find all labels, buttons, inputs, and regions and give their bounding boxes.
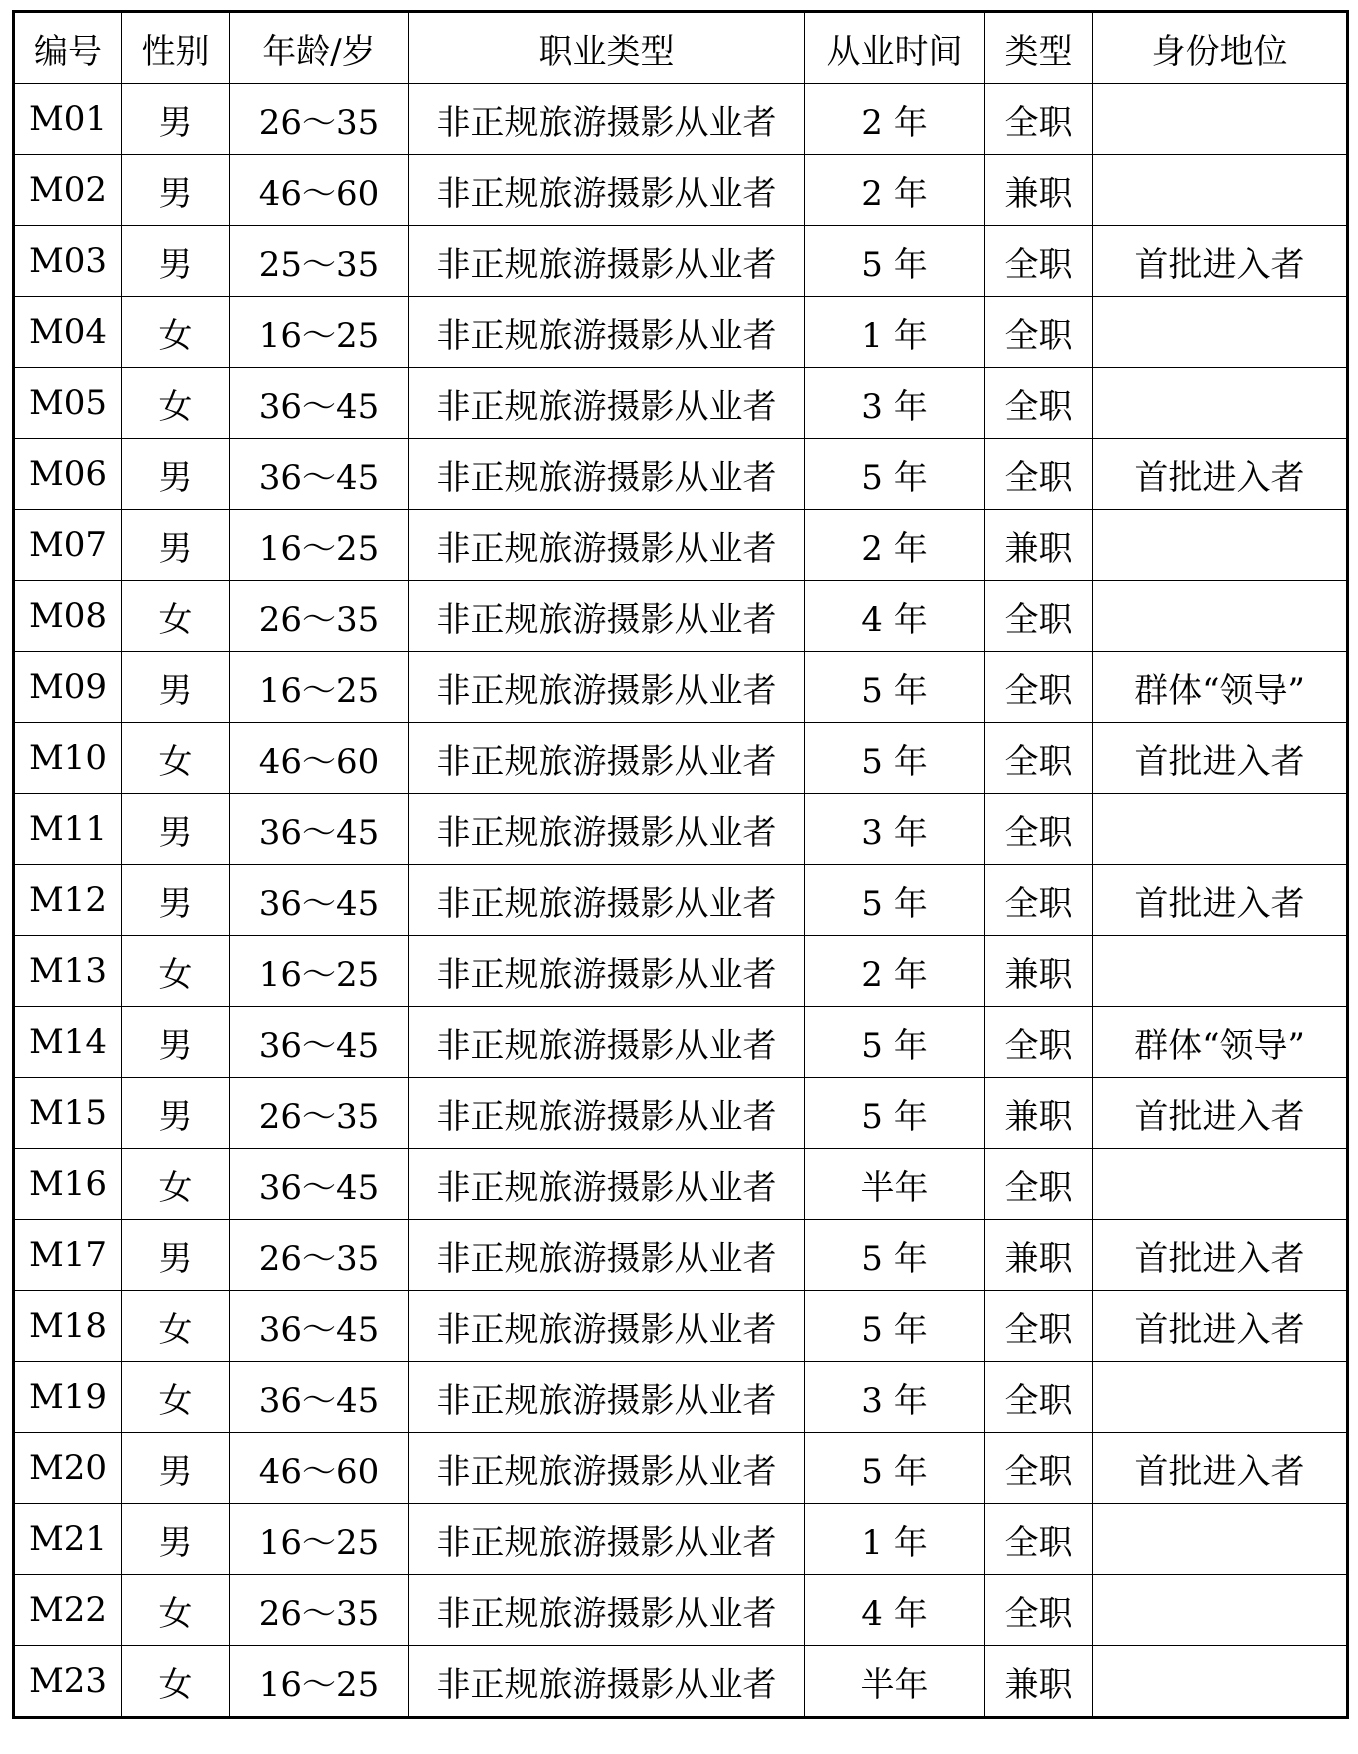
cell-gender: 女	[122, 723, 230, 794]
header-id: 编号	[14, 12, 122, 84]
cell-occupation: 非正规旅游摄影从业者	[409, 1007, 805, 1078]
cell-occupation: 非正规旅游摄影从业者	[409, 1646, 805, 1718]
cell-gender: 女	[122, 297, 230, 368]
cell-age: 16～25	[230, 297, 409, 368]
cell-occupation: 非正规旅游摄影从业者	[409, 794, 805, 865]
cell-status: 首批进入者	[1093, 865, 1348, 936]
cell-status: 群体“领导”	[1093, 1007, 1348, 1078]
cell-age: 36～45	[230, 1362, 409, 1433]
cell-years: 半年	[805, 1149, 985, 1220]
cell-type: 全职	[985, 581, 1093, 652]
cell-occupation: 非正规旅游摄影从业者	[409, 510, 805, 581]
table-row	[14, 1220, 1348, 1291]
cell-type: 兼职	[985, 1220, 1093, 1291]
cell-gender: 女	[122, 368, 230, 439]
cell-age: 36～45	[230, 1291, 409, 1362]
cell-type: 兼职	[985, 510, 1093, 581]
table-row	[14, 226, 1348, 297]
cell-id: M16	[14, 1149, 122, 1220]
cell-years: 3 年	[805, 794, 985, 865]
cell-years: 5 年	[805, 865, 985, 936]
cell-status	[1093, 1504, 1348, 1575]
cell-type: 兼职	[985, 936, 1093, 1007]
cell-age: 36～45	[230, 1149, 409, 1220]
cell-occupation: 非正规旅游摄影从业者	[409, 297, 805, 368]
table-row	[14, 581, 1348, 652]
cell-gender: 男	[122, 652, 230, 723]
cell-id: M17	[14, 1220, 122, 1291]
table-row	[14, 1078, 1348, 1149]
cell-age: 16～25	[230, 510, 409, 581]
table-row	[14, 794, 1348, 865]
cell-status	[1093, 155, 1348, 226]
cell-status: 首批进入者	[1093, 1291, 1348, 1362]
cell-type: 全职	[985, 865, 1093, 936]
cell-status	[1093, 1362, 1348, 1433]
cell-type: 全职	[985, 1433, 1093, 1504]
header-years: 从业时间	[805, 12, 985, 84]
cell-age: 26～35	[230, 581, 409, 652]
cell-occupation: 非正规旅游摄影从业者	[409, 652, 805, 723]
cell-type: 兼职	[985, 1078, 1093, 1149]
cell-gender: 男	[122, 226, 230, 297]
cell-type: 全职	[985, 1575, 1093, 1646]
cell-type: 全职	[985, 368, 1093, 439]
cell-type: 全职	[985, 1149, 1093, 1220]
cell-type: 全职	[985, 439, 1093, 510]
cell-gender: 女	[122, 1646, 230, 1718]
cell-occupation: 非正规旅游摄影从业者	[409, 723, 805, 794]
cell-id: M11	[14, 794, 122, 865]
table-row	[14, 155, 1348, 226]
header-gender: 性别	[122, 12, 230, 84]
cell-type: 全职	[985, 723, 1093, 794]
cell-id: M05	[14, 368, 122, 439]
cell-type: 全职	[985, 297, 1093, 368]
cell-years: 5 年	[805, 652, 985, 723]
cell-age: 36～45	[230, 1007, 409, 1078]
cell-age: 16～25	[230, 1646, 409, 1718]
cell-status: 首批进入者	[1093, 439, 1348, 510]
cell-type: 全职	[985, 1007, 1093, 1078]
cell-gender: 女	[122, 936, 230, 1007]
cell-id: M18	[14, 1291, 122, 1362]
cell-occupation: 非正规旅游摄影从业者	[409, 155, 805, 226]
cell-age: 26～35	[230, 1575, 409, 1646]
cell-id: M01	[14, 84, 122, 155]
cell-type: 全职	[985, 652, 1093, 723]
cell-gender: 男	[122, 1220, 230, 1291]
cell-occupation: 非正规旅游摄影从业者	[409, 581, 805, 652]
cell-type: 全职	[985, 84, 1093, 155]
cell-occupation: 非正规旅游摄影从业者	[409, 1220, 805, 1291]
cell-occupation: 非正规旅游摄影从业者	[409, 84, 805, 155]
cell-occupation: 非正规旅游摄影从业者	[409, 368, 805, 439]
table-row	[14, 297, 1348, 368]
cell-status: 首批进入者	[1093, 1220, 1348, 1291]
cell-years: 5 年	[805, 1291, 985, 1362]
cell-id: M14	[14, 1007, 122, 1078]
cell-gender: 男	[122, 1078, 230, 1149]
cell-age: 25～35	[230, 226, 409, 297]
cell-id: M13	[14, 936, 122, 1007]
table-row	[14, 1575, 1348, 1646]
cell-type: 全职	[985, 1504, 1093, 1575]
cell-age: 26～35	[230, 1220, 409, 1291]
cell-status	[1093, 581, 1348, 652]
table-row	[14, 1149, 1348, 1220]
cell-years: 5 年	[805, 1220, 985, 1291]
cell-type: 全职	[985, 794, 1093, 865]
cell-status	[1093, 1646, 1348, 1718]
cell-status	[1093, 510, 1348, 581]
cell-gender: 男	[122, 1504, 230, 1575]
cell-type: 全职	[985, 1291, 1093, 1362]
cell-years: 2 年	[805, 155, 985, 226]
cell-status	[1093, 1575, 1348, 1646]
table-row	[14, 1504, 1348, 1575]
cell-gender: 女	[122, 1362, 230, 1433]
table-row	[14, 865, 1348, 936]
table-row	[14, 723, 1348, 794]
table-row	[14, 1433, 1348, 1504]
cell-status	[1093, 1149, 1348, 1220]
cell-id: M10	[14, 723, 122, 794]
cell-id: M12	[14, 865, 122, 936]
cell-id: M07	[14, 510, 122, 581]
cell-id: M22	[14, 1575, 122, 1646]
cell-gender: 男	[122, 155, 230, 226]
cell-occupation: 非正规旅游摄影从业者	[409, 226, 805, 297]
header-age: 年龄/岁	[230, 12, 409, 84]
cell-occupation: 非正规旅游摄影从业者	[409, 1575, 805, 1646]
cell-id: M09	[14, 652, 122, 723]
cell-status	[1093, 297, 1348, 368]
cell-status: 群体“领导”	[1093, 652, 1348, 723]
cell-years: 5 年	[805, 723, 985, 794]
cell-age: 16～25	[230, 936, 409, 1007]
table-row	[14, 84, 1348, 155]
cell-occupation: 非正规旅游摄影从业者	[409, 439, 805, 510]
cell-occupation: 非正规旅游摄影从业者	[409, 1504, 805, 1575]
table-row	[14, 1646, 1348, 1718]
cell-years: 5 年	[805, 439, 985, 510]
header-row	[14, 12, 1348, 84]
cell-age: 36～45	[230, 865, 409, 936]
cell-id: M19	[14, 1362, 122, 1433]
cell-type: 兼职	[985, 1646, 1093, 1718]
cell-id: M03	[14, 226, 122, 297]
cell-occupation: 非正规旅游摄影从业者	[409, 936, 805, 1007]
cell-type: 兼职	[985, 155, 1093, 226]
cell-status: 首批进入者	[1093, 1078, 1348, 1149]
cell-gender: 男	[122, 510, 230, 581]
cell-occupation: 非正规旅游摄影从业者	[409, 865, 805, 936]
table-body	[14, 84, 1348, 1718]
cell-gender: 男	[122, 794, 230, 865]
table-row	[14, 368, 1348, 439]
cell-occupation: 非正规旅游摄影从业者	[409, 1149, 805, 1220]
cell-age: 36～45	[230, 794, 409, 865]
cell-years: 2 年	[805, 510, 985, 581]
cell-years: 3 年	[805, 1362, 985, 1433]
cell-years: 2 年	[805, 84, 985, 155]
cell-years: 1 年	[805, 297, 985, 368]
cell-type: 全职	[985, 1362, 1093, 1433]
cell-years: 半年	[805, 1646, 985, 1718]
cell-age: 36～45	[230, 368, 409, 439]
cell-status: 首批进入者	[1093, 226, 1348, 297]
cell-status	[1093, 84, 1348, 155]
cell-type: 全职	[985, 226, 1093, 297]
cell-years: 5 年	[805, 1433, 985, 1504]
interviewee-table	[12, 10, 1349, 1719]
table-row	[14, 439, 1348, 510]
cell-gender: 男	[122, 1007, 230, 1078]
cell-age: 16～25	[230, 1504, 409, 1575]
cell-id: M15	[14, 1078, 122, 1149]
cell-gender: 男	[122, 439, 230, 510]
cell-age: 36～45	[230, 439, 409, 510]
cell-gender: 女	[122, 581, 230, 652]
cell-status	[1093, 794, 1348, 865]
cell-age: 46～60	[230, 155, 409, 226]
cell-years: 1 年	[805, 1504, 985, 1575]
cell-age: 16～25	[230, 652, 409, 723]
cell-age: 26～35	[230, 84, 409, 155]
cell-years: 4 年	[805, 581, 985, 652]
cell-occupation: 非正规旅游摄影从业者	[409, 1291, 805, 1362]
cell-age: 46～60	[230, 723, 409, 794]
cell-gender: 女	[122, 1149, 230, 1220]
header-type: 类型	[985, 12, 1093, 84]
cell-id: M20	[14, 1433, 122, 1504]
cell-id: M23	[14, 1646, 122, 1718]
cell-gender: 男	[122, 865, 230, 936]
cell-id: M04	[14, 297, 122, 368]
cell-occupation: 非正规旅游摄影从业者	[409, 1362, 805, 1433]
cell-years: 5 年	[805, 226, 985, 297]
table-row	[14, 1007, 1348, 1078]
table-row	[14, 936, 1348, 1007]
cell-years: 3 年	[805, 368, 985, 439]
table-header	[14, 12, 1348, 84]
cell-age: 46～60	[230, 1433, 409, 1504]
cell-occupation: 非正规旅游摄影从业者	[409, 1433, 805, 1504]
cell-years: 2 年	[805, 936, 985, 1007]
cell-age: 26～35	[230, 1078, 409, 1149]
cell-gender: 女	[122, 1291, 230, 1362]
cell-id: M02	[14, 155, 122, 226]
cell-status	[1093, 936, 1348, 1007]
cell-years: 5 年	[805, 1078, 985, 1149]
cell-id: M21	[14, 1504, 122, 1575]
cell-status	[1093, 368, 1348, 439]
cell-id: M06	[14, 439, 122, 510]
cell-gender: 男	[122, 1433, 230, 1504]
header-occupation: 职业类型	[409, 12, 805, 84]
cell-gender: 女	[122, 1575, 230, 1646]
cell-id: M08	[14, 581, 122, 652]
cell-occupation: 非正规旅游摄影从业者	[409, 1078, 805, 1149]
header-status: 身份地位	[1093, 12, 1348, 84]
cell-status: 首批进入者	[1093, 1433, 1348, 1504]
table-row	[14, 652, 1348, 723]
table-row	[14, 510, 1348, 581]
table-row	[14, 1291, 1348, 1362]
cell-years: 4 年	[805, 1575, 985, 1646]
cell-status: 首批进入者	[1093, 723, 1348, 794]
cell-years: 5 年	[805, 1007, 985, 1078]
table-row	[14, 1362, 1348, 1433]
cell-gender: 男	[122, 84, 230, 155]
